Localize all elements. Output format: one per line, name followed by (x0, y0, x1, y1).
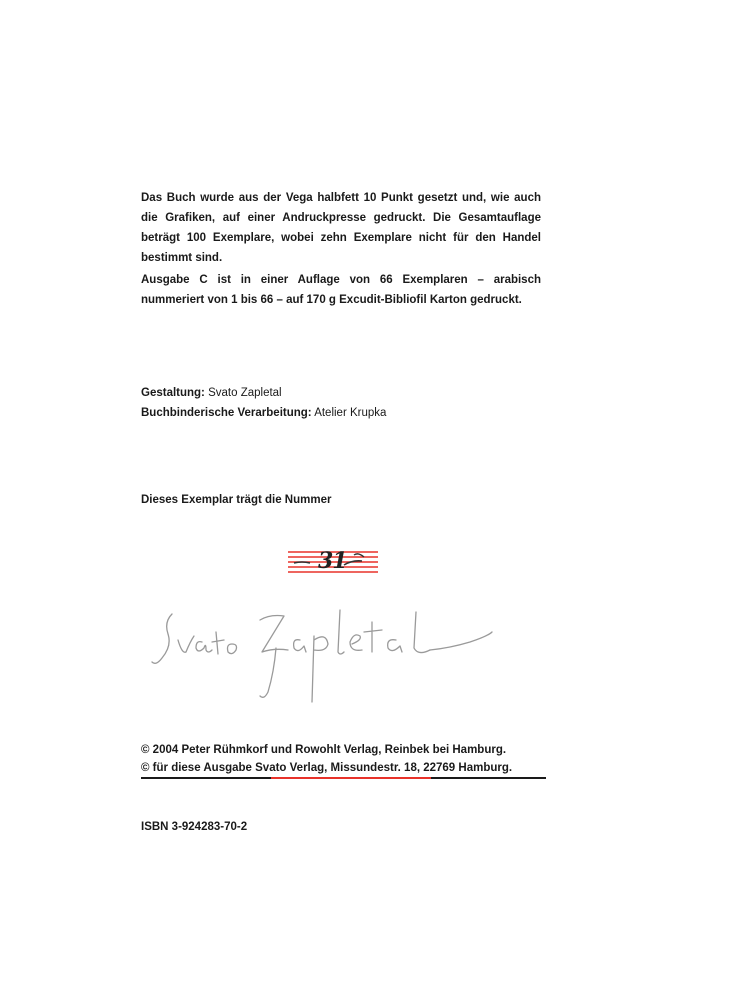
binding-value: Atelier Krupka (314, 407, 387, 419)
copy-number-field (288, 548, 378, 576)
copyright-line-2: © für diese Ausgabe Svato Verlag, Missundestr. 18, 22769 Hamburg. (141, 762, 513, 774)
copy-number: 31 (318, 548, 347, 574)
design-label: Gestaltung: (141, 387, 205, 399)
copy-number-handwritten (288, 548, 378, 576)
credits (141, 383, 541, 423)
copyright-line-1: © 2004 Peter Rühmkorf und Rowohlt Verlag, Reinbek bei Hamburg. (141, 744, 507, 756)
design-value: Svato Zapletal (208, 387, 282, 399)
rule-black-right (431, 777, 546, 779)
copyright-block (141, 741, 541, 777)
isbn: ISBN 3-924283-70-2 (141, 821, 248, 833)
binding-label: Buchbinderische Verarbeitung: (141, 407, 312, 419)
binding-credit (141, 403, 541, 423)
rule-red (271, 777, 431, 779)
rule-black-left (141, 777, 271, 779)
colophon-text-1 (141, 188, 541, 268)
handwritten-signature (150, 592, 500, 707)
design-credit (141, 383, 541, 403)
copy-number-label: Dieses Exemplar trägt die Nummer (141, 494, 332, 506)
printing-paragraph: Das Buch wurde aus der Vega halbfett 10 Punkt gesetzt und, wie auch die Grafiken, auf einer Andruckpresse gedruckt. Die Gesamtauflage beträgt 100 Exemplare, wobei zehn Exemplare nicht für den Handel bestimmt sind. (141, 192, 541, 264)
colophon-text-2 (141, 270, 541, 310)
edition-paragraph: Ausgabe C ist in einer Auflage von 66 Exemplaren – arabisch nummeriert von 1 bis 66 – auf 170 g Excudit-Bibliofil Karton gedruckt. (141, 274, 541, 306)
